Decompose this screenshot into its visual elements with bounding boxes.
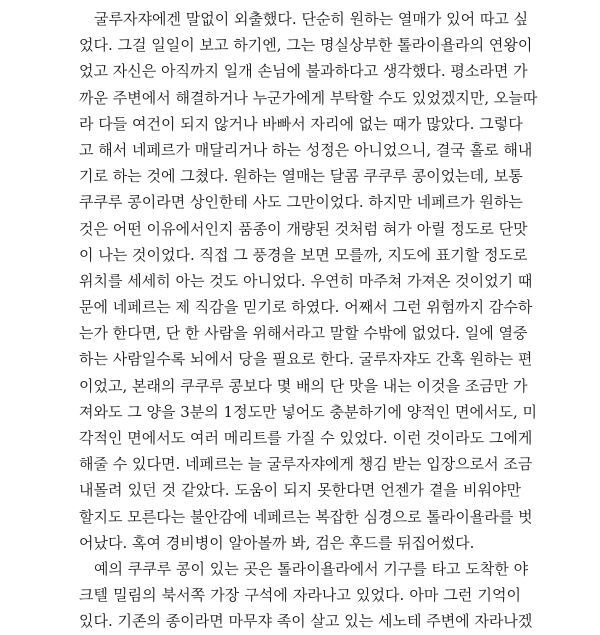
text-line: 져와도 그 양을 3분의 1정도만 넣어도 충분하기에 양적인 면에서도, 미 <box>79 402 538 421</box>
text-line: 기로 하는 것에 그쳤다. 원하는 열매는 달콤 쿠쿠루 콩이었는데, 보통 <box>79 167 523 186</box>
text-line: 굴루자쟈에겐 말없이 외출했다. 단순히 원하는 열매가 있어 따고 싶 <box>94 10 529 28</box>
text-line: 이 나는 것이었다. 직접 그 풍경을 보면 모를까, 지도에 표기할 정도로 <box>79 245 528 264</box>
text-line: 있다. 기존의 종이라면 마무쟈 족이 살고 있는 세노테 주변에 자라나겠 <box>79 612 533 631</box>
text-column <box>79 6 538 635</box>
text-line: 는가 한다면, 단 한 사람을 위해서라고 말할 수밖에 없었다. 일에 열중 <box>79 324 528 343</box>
paragraph-1 <box>79 6 538 556</box>
text-line: 라 다들 여건이 되지 않거나 바빠서 자리에 없는 때가 많았다. 그렇다 <box>79 114 523 133</box>
text-line: 해줄 수 있다면. 네페르는 늘 굴루자쟈에게 챙김 받는 입장으로서 조금 <box>79 455 533 474</box>
text-line: 예의 쿠쿠루 콩이 있는 곳은 톨라이욜라에서 기구를 타고 도착한 야 <box>94 559 529 578</box>
text-line: 고 해서 네페르가 매달리거나 하는 성정은 아니었으니, 결국 홀로 해내 <box>79 140 533 159</box>
paragraph-2 <box>79 556 533 635</box>
text-line: 크텔 밀림의 북서쪽 가장 구석에 자라나고 있었다. 아마 그런 기억이 <box>79 586 521 605</box>
text-line: 이었고, 본래의 쿠쿠루 콩보다 몇 배의 단 맛을 내는 이것을 조금만 가 <box>79 376 528 395</box>
text-line: 까운 주변에서 해결하거나 누군가에게 부탁할 수도 있었겠지만, 오늘따 <box>79 88 538 107</box>
text-line: 하는 사람일수록 뇌에서 당을 필요로 한다. 굴루자쟈도 간혹 원하는 편 <box>79 350 533 369</box>
text-line: 문에 네페르는 제 직감을 믿기로 하였다. 어째서 그런 위험까지 감수하 <box>79 298 533 317</box>
text-line: 어났다. 혹여 경비병이 알아볼까 봐, 검은 후드를 뒤집어썼다. <box>79 533 475 552</box>
text-line: 각적인 면에서도 여러 메리트를 가질 수 있었다. 이런 것이라도 그에게 <box>79 429 533 447</box>
text-line: 위치를 세세히 아는 것도 아니었다. 우연히 마주쳐 가져온 것이었기 때 <box>79 271 533 290</box>
text-line: 것은 어떤 이유에서인지 품종이 개량된 것처럼 혀가 아릴 정도로 단맛 <box>79 219 528 238</box>
text-line: 었고 자신은 아직까지 일개 손님에 불과하다고 생각했다. 평소라면 가 <box>79 62 528 81</box>
text-line: 할지도 모른다는 불안감에 네페르는 복잡한 심경으로 톨라이욜라를 벗 <box>79 507 533 526</box>
text-line: 었다. 그걸 일일이 보고 하기엔, 그는 명실상부한 톨라이욜라의 연왕이 <box>79 36 533 55</box>
text-line: 쿠쿠루 콩이라면 상인한테 사도 그만이었다. 하지만 네페르가 원하는 <box>79 193 523 212</box>
text-line: 내몰려 있던 것 같았다. 도움이 되지 못한다면 언젠가 곁을 비워야만 <box>79 481 521 500</box>
